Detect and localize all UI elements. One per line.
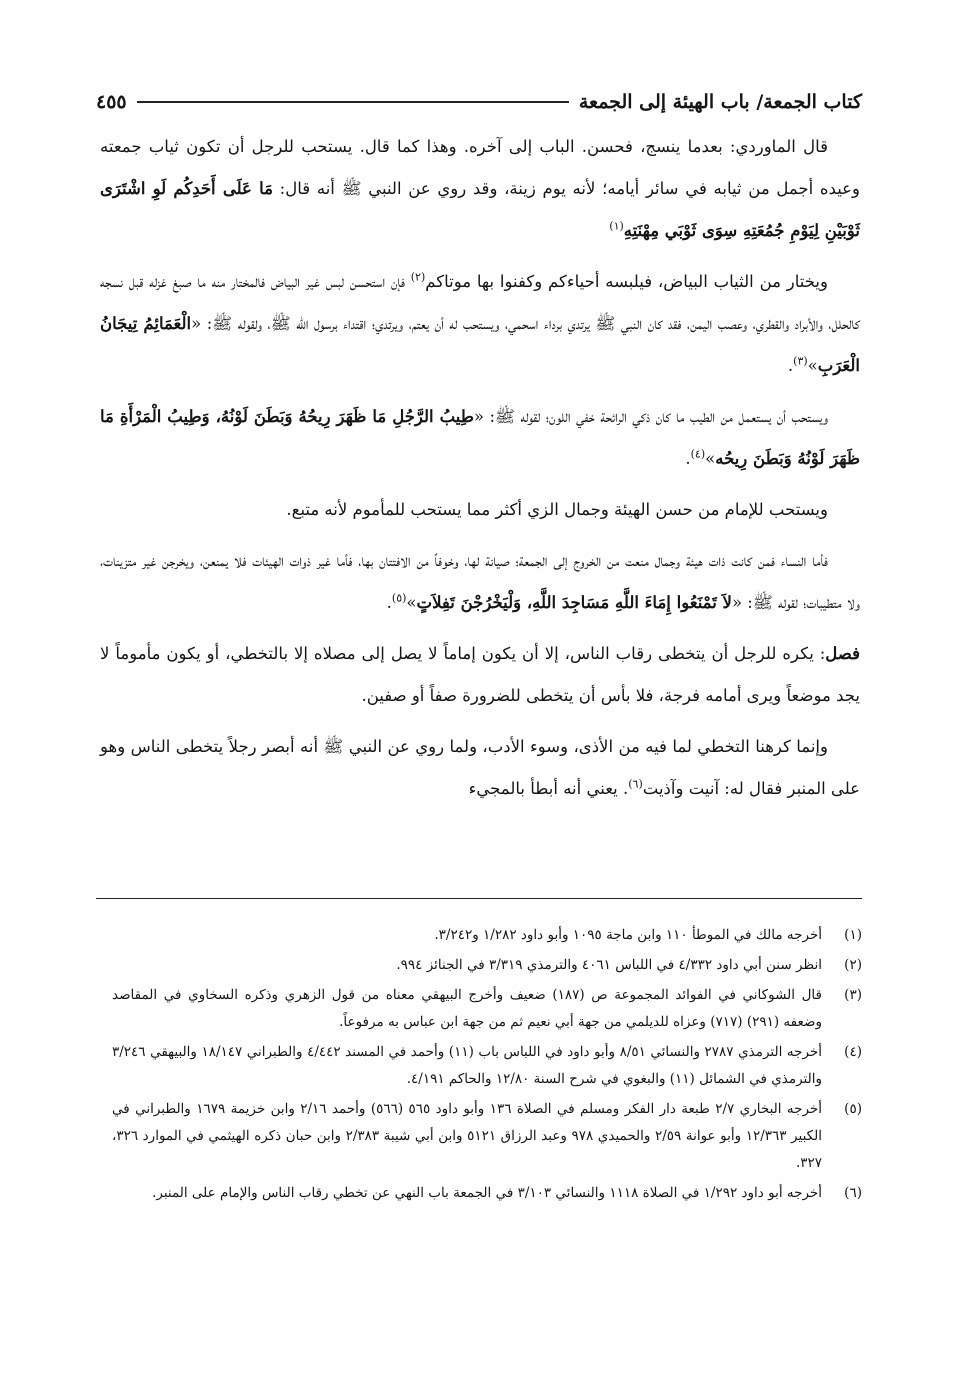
text-run: فأما النساء فمن كانت ذات هيئة وجمال منعت من الخروج إلى الجمعة؛ صيانة لها، وخوفاً من الافتتان بها، فأما غير ذوات الهيئات فلا يمنعن، ويخرجن غير متزينات، ولا متطيبات؛ لقوله ﷺ: « [100, 551, 860, 612]
paragraph [100, 261, 860, 387]
text-run: وإنما كرهنا التخطي لما فيه من الأذى، وسوء الأدب، ولما روي عن النبي ﷺ أنه أبصر رجلاً يتخطى الناس وهو على المنبر فقال له: آنيت وآذيت [100, 737, 860, 798]
footnote-ref: (٦) [628, 777, 643, 791]
page-number: ٤٥٥ [96, 91, 127, 113]
text-run: » [807, 356, 818, 375]
footnote-number: (١) [844, 927, 862, 943]
footnote [112, 1039, 862, 1093]
text-run: . يعني أنه أبطأ بالمجيء [468, 779, 629, 798]
footnotes [112, 922, 862, 1210]
footnote [112, 1180, 862, 1207]
footnote-ref: (٣) [793, 354, 808, 368]
text-run: » [406, 593, 417, 612]
footnote-number: (٤) [844, 1044, 862, 1060]
footnote-number: (٥) [844, 1101, 862, 1117]
text-run: قال الماوردي: بعدما ينسج، فحسن. الباب إلى آخره. وهذا كما قال. يستحب للرجل أن تكون ثياب جمعته وعيده أجمل من ثيابه في سائر أيامه؛ لأنه يوم زينة، وقد روي عن النبي ﷺ أنه قال: [100, 137, 860, 198]
text-run: ويستحب للإمام من حسن الهيئة وجمال الزي أكثر مما يستحب للمأموم لأنه متبع. [286, 500, 828, 519]
footnote-ref: (٥) [391, 591, 407, 605]
paragraph [100, 540, 860, 624]
section-label: فصل [825, 644, 860, 663]
footnote-text: أخرجه أبو داود ١/٢٩٢ في الصلاة ١١١٨ والنسائي ٣/١٠٣ في الجمعة باب النهي عن تخطي رقاب الناس والإمام على المنبر. [152, 1185, 822, 1201]
footnote-ref: (٤) [690, 447, 706, 461]
footnote-text: انظر سنن أبي داود ٤/٣٣٢ في اللباس ٤٠٦١ والترمذي ٣/٣١٩ في الجنائز ٩٩٤. [396, 957, 822, 973]
footnote-text: أخرجه مالك في الموطأ ١١٠ وابن ماجة ١٠٩٥ وأبو داود ١/٢٨٢ و٣/٢٤٢. [434, 927, 822, 943]
hadith-quote: لاَ تَمْنَعُوا إِمَاءَ اللَّهِ مَسَاجِدَ اللَّهِ، وَلْيَخْرُجْنَ تَفِلاَتٍ [416, 593, 732, 612]
paragraph [100, 126, 860, 252]
text-run: . [787, 356, 794, 375]
text-run: : يكره للرجل أن يتخطى رقاب الناس، إلا أن يكون إماماً لا يصل إلى مصلاه إلا بالتخطي، أو يكون مأموماً لا يجد موضعاً ويرى أمامه فرجة، فلا بأس أن يتخطى للضرورة صفاً أو صفين. [100, 644, 860, 705]
text-run: . [685, 449, 691, 468]
footnote [112, 982, 862, 1036]
footnote-text: أخرجه الترمذي ٢٧٨٧ والنسائي ٨/٥١ وأبو داود في اللباس باب (١١) وأحمد في المسند ٤/٤٤٢ والطبراني ١٨/١٤٧ والبيهقي ٣/٢٤٦ والترمذي في الشمائل (١١) والبغوي في شرح السنة ١٢/٨٠ والحاكم ٤/١٩١. [112, 1044, 823, 1087]
hadith-quote: طِيبُ الرَّجُلِ مَا ظَهَرَ رِيحُهُ وَبَطَنَ لَوْنُهُ، وَطِيبُ الْمَرْأَةِ مَا ظَهَرَ لَوْنُهُ وَبَطَنَ رِيحُه [100, 407, 860, 468]
text-run: . [386, 593, 392, 612]
footnote-ref: (٢) [410, 270, 426, 284]
text-run: ويستحب أن يستعمل من الطيب ما كان ذكي الرائحة خفي اللون؛ لقوله ﷺ: « [473, 407, 828, 426]
running-header [96, 84, 862, 120]
footnote [112, 952, 862, 979]
paragraph [100, 489, 860, 531]
hadith-quote: مَا عَلَى أَحَدِكُم لَوِ اشْتَرَى ثَوْبَيْنِ لِيَوْمِ جُمُعَتِهِ سِوَى ثَوْبَي مِهْنَتِهِ [100, 179, 860, 240]
paragraph [100, 396, 860, 480]
footnote-separator [96, 898, 862, 899]
footnote-text: أخرجه البخاري ٢/٧ طبعة دار الفكر ومسلم في الصلاة ١٣٦ وأبو داود ٥٦٥ (٥٦٦) وأحمد ٢/١٦ وابن خزيمة ١٦٧٩ والطبراني في الكبير ١٢/٣٦٣ وأبو عوانة ٢/٥٩ والحميدي ٩٧٨ وعبد الرزاق ٥١٢١ وابن أبي شيبة ٢/٣٨٣ وابن حبان ذكره الهيثمي في الموارد ٣٢٦، ٣٢٧. [112, 1101, 823, 1171]
footnote-number: (٢) [844, 957, 862, 973]
text-run: ويختار من الثياب البياض، فيلبسه أحياءكم وكفنوا بها موتاكم [425, 272, 828, 291]
paragraph [100, 633, 860, 717]
footnote [112, 1096, 862, 1177]
body-text [100, 126, 860, 819]
footnote-number: (٣) [844, 987, 862, 1003]
footnote [112, 922, 862, 949]
text-run: فإن استحسن لبس غير البياض فالمختار منه ما صبغ غزله قبل نسجه كالحلل، والأبراد والقطري، وعصب اليمن، فقد كان النبي ﷺ يرتدي برداء اسحمي، ويستحب له أن يعتم، ويرتدي؛ اقتداء برسول الله ﷺ، ولقوله ﷺ: « [100, 272, 860, 333]
footnote-text: قال الشوكاني في الفوائد المجموعة ص (١٨٧) ضعيف وأخرج البيهقي معناه من قول الزهري وذكره السخاوي في المقاصد وضعفه (٢٩١) (٧١٧) وعزاه للديلمي من جهة أبي نعيم ثم من جهة ابن عباس به مرفوعاً. [112, 987, 822, 1030]
header-rule [137, 101, 569, 103]
chapter-title: كتاب الجمعة/ باب الهيئة إلى الجمعة [578, 91, 862, 113]
hadith-quote: الْعَمَائِمُ تِيجَانُ الْعَرَبِ [100, 314, 860, 375]
footnote-ref: (١) [609, 219, 624, 233]
footnote-number: (٦) [844, 1185, 862, 1201]
text-run: » [705, 449, 716, 468]
paragraph [100, 726, 860, 810]
